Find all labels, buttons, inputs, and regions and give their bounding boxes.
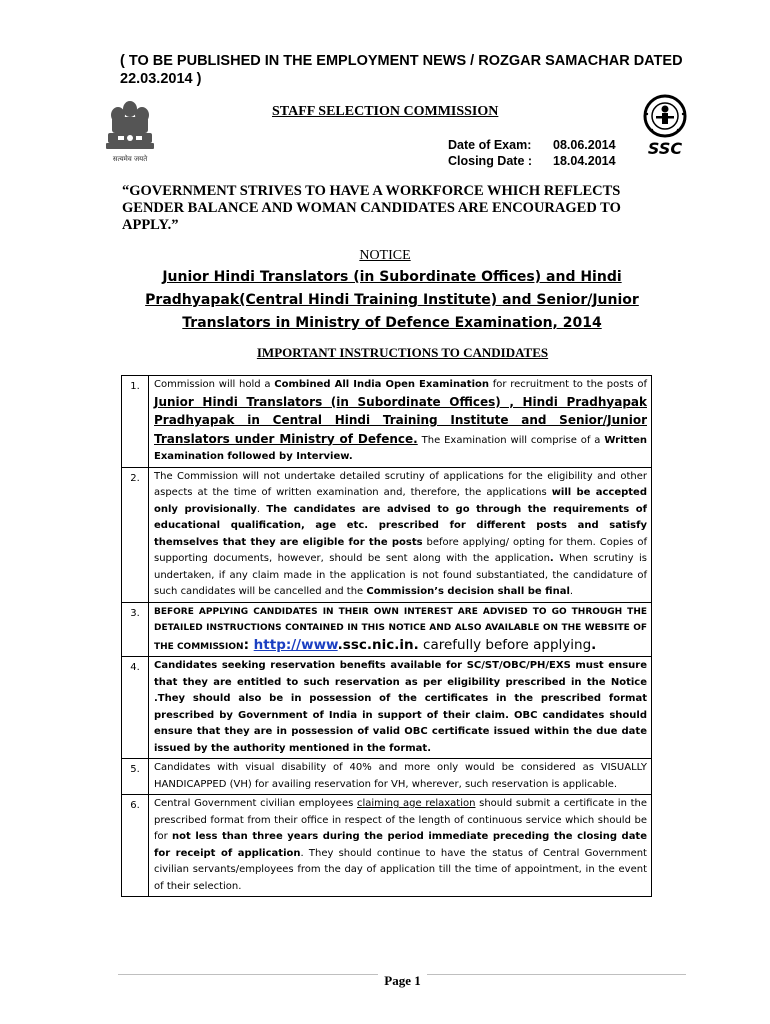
instruction-text: The Commission will not undertake detailed scrutiny of applications for the eligibility and other aspects at the time of written examination and, therefore, the applications will be accepted only provisionally. The candidates are advised to go through the requirements of educational qualification, age etc. prescribed for different posts and satisfy themselves that they are eligible for the posts before applying/ opting for them. Copies of supporting documents, however, should be sent along with the application. When scrutiny is undertaken, if any claim made in the application is not found substantiated, the candidature of such candidates will be cancelled and the Commission’s decision shall be final.	[149, 467, 652, 602]
instruction-text: BEFORE APPLYING CANDIDATES IN THEIR OWN INTEREST ARE ADVISED TO GO THROUGH THE DETAILED INSTRUCTIONS CONTAINED IN THIS NOTICE AND ALSO AVAILABLE ON THE WEBSITE OF THE COMMISSION: http://www.ssc.nic.in. carefully before applying.	[149, 602, 652, 657]
exam-date-label: Date of Exam:	[448, 138, 532, 152]
item-number: 6.	[122, 795, 149, 897]
exam-date-value: 08.06.2014	[553, 138, 616, 152]
national-emblem-icon	[98, 97, 162, 165]
instructions-heading: IMPORTANT INSTRUCTIONS TO CANDIDATES	[256, 345, 549, 360]
item-number: 2.	[122, 467, 149, 602]
emblem-caption: सत्यमेव जयते	[112, 155, 148, 163]
instruction-text: Central Government civilian employees claiming age relaxation should submit a certificate in the prescribed format from their office in respect of the length of continuous service which should be for not less than three years during the period immediate preceding the closing date for receipt of application. They should continue to have the status of Central Government civilian servants/employees from the day of application till the time of appointment, in the event of their selection.	[149, 795, 652, 897]
table-row	[122, 759, 652, 795]
instruction-text: Commission will hold a Combined All India Open Examination for recruitment to the posts of Junior Hindi Translators (in Subordinate Offices) , Hindi Pradhyapak Pradhyapak in Central Hindi Training Institute and Senior/Junior Translators under Ministry of Defence. The Examination will comprise of a Written Examination followed by Interview.	[149, 376, 652, 468]
exam-dates	[448, 137, 616, 169]
table-row	[122, 467, 652, 602]
closing-date-label: Closing Date :	[448, 154, 533, 168]
exam-title-text: Junior Hindi Translators (in Subordinate Offices) and Hindi Pradhyapak(Central Hindi Training Institute) and Senior/Junior Translators in Ministry of Defence Examination, 2014	[145, 269, 639, 331]
instruction-text: Candidates with visual disability of 40% and more only would be considered as VISUALLY HANDICAPPED (VH) for availing reservation for VH, wherever, such reservation is applicable.	[149, 759, 652, 795]
table-row	[122, 657, 652, 759]
closing-date-value: 18.04.2014	[553, 154, 616, 168]
ssc-logo-text: SSC	[647, 139, 683, 158]
gender-balance-quote: “GOVERNMENT STRIVES TO HAVE A WORKFORCE WHICH REFLECTS GENDER BALANCE AND WOMAN CANDIDATES ARE ENCOURAGED TO APPLY.”	[122, 183, 621, 233]
instruction-text: Candidates seeking reservation benefits available for SC/ST/OBC/PH/EXS must ensure that they are entitled to such reservation as per eligibility prescribed in the Notice .They should also be in possession of the certificates in the prescribed format prescribed by Government of India in support of their claim. OBC candidates should ensure that they are in possession of valid OBC certificate issued within the due date issued by the authority mentioned in the format.	[149, 657, 652, 759]
ssc-logo-icon	[640, 92, 690, 158]
exam-title	[100, 266, 684, 335]
page-number	[0, 973, 770, 989]
item-number: 5.	[122, 759, 149, 795]
table-row	[122, 602, 652, 657]
publication-line: ( TO BE PUBLISHED IN THE EMPLOYMENT NEWS / ROZGAR SAMACHAR DATED 22.03.2014 )	[120, 53, 683, 87]
table-row	[122, 376, 652, 468]
commission-heading: STAFF SELECTION COMMISSION	[272, 104, 499, 119]
table-row	[122, 795, 652, 897]
item-number: 4.	[122, 657, 149, 759]
website-link[interactable]: http://www	[253, 636, 338, 653]
item-number: 3.	[122, 602, 149, 657]
instructions-table	[121, 375, 652, 897]
item-number: 1.	[122, 376, 149, 468]
notice-label: NOTICE	[359, 248, 411, 263]
page-number-text: Page 1	[378, 973, 426, 988]
